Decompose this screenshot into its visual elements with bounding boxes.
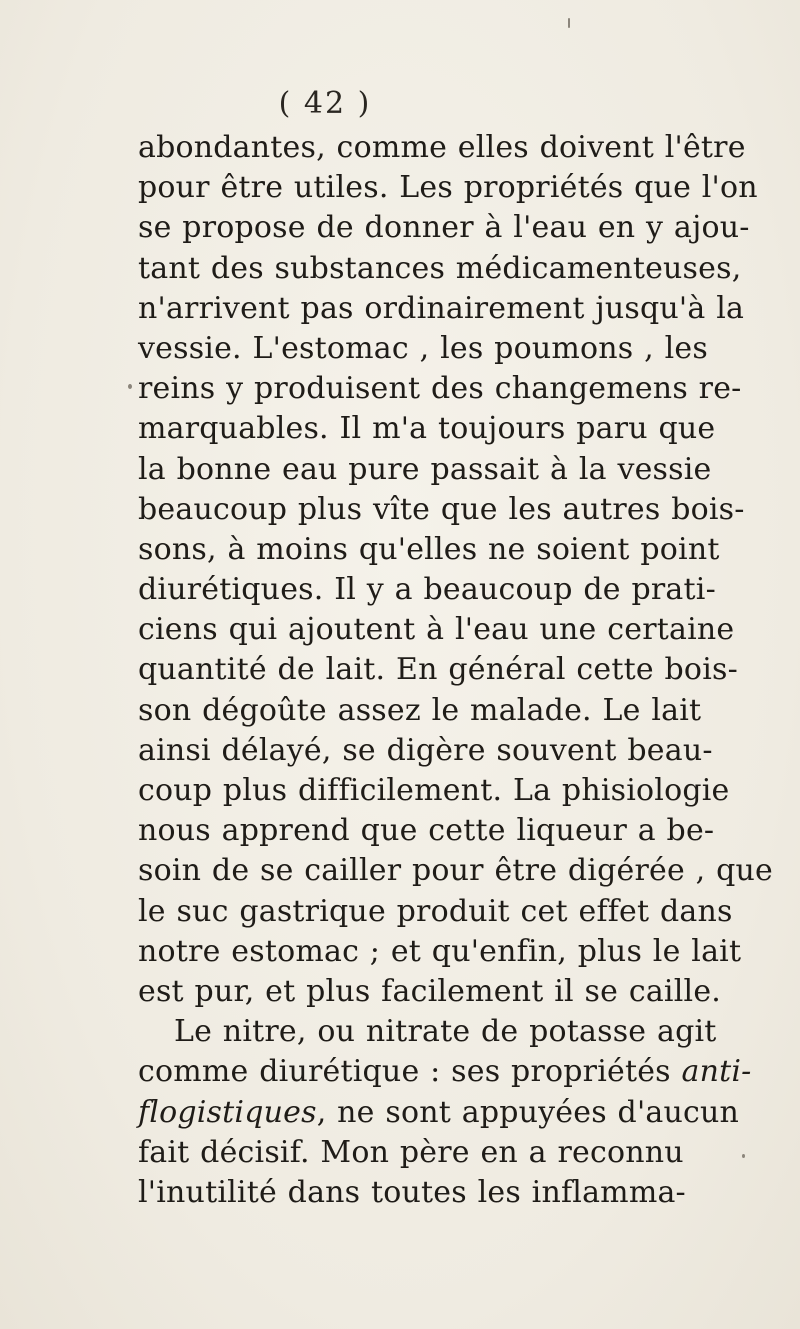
text-line: se propose de donner à l'eau en y ajou- — [138, 210, 750, 246]
text-line: beaucoup plus vîte que les autres bois- — [138, 491, 745, 527]
text-line: l'inutilité dans toutes les inflamma- — [138, 1174, 686, 1210]
text-line: pour être utiles. Les propriétés que l'on — [138, 170, 758, 206]
text-line — [138, 1093, 798, 1133]
page-number: ( 42 ) — [278, 86, 372, 121]
text-line: le suc gastrique produit cet effet dans — [138, 893, 733, 929]
text-run: , ne sont appuyées d'aucun — [316, 1094, 740, 1130]
text-line: reins y produisent des changemens re- — [138, 371, 742, 407]
text-line: diurétiques. Il y a beaucoup de prati- — [138, 572, 716, 608]
paper-speck — [742, 1154, 745, 1158]
text-run: comme diurétique : ses propriétés — [138, 1054, 682, 1090]
text-line: la bonne eau pure passait à la vessie — [138, 451, 712, 487]
text-line: ciens qui ajoutent à l'eau une certaine — [138, 612, 735, 648]
italic-term: flogistiques — [138, 1094, 317, 1130]
text-line: n'arrivent pas ordinairement jusqu'à la — [138, 290, 745, 326]
text-line: nous apprend que cette liqueur a be- — [138, 813, 715, 849]
text-line: marquables. Il m'a toujours paru que — [138, 411, 716, 447]
text-line-paragraph-start: Le nitre, ou nitrate de potasse agit — [174, 1014, 717, 1050]
body-text — [138, 128, 798, 1213]
text-line: notre estomac ; et qu'enfin, plus le lait — [138, 933, 742, 969]
paper-speck — [568, 18, 570, 28]
text-line: son dégoûte assez le malade. Le lait — [138, 692, 702, 728]
text-line: sons, à moins qu'elles ne soient point — [138, 531, 720, 567]
text-line: quantité de lait. En général cette bois- — [138, 652, 738, 688]
text-line: est pur, et plus facilement il se caille. — [138, 973, 722, 1009]
text-line: abondantes, comme elles doivent l'être — [138, 130, 746, 165]
paper-speck — [128, 384, 132, 389]
text-line: coup plus difficilement. La phisiologie — [138, 773, 730, 808]
text-line: soin de se cailler pour être digérée , que — [138, 853, 773, 889]
text-line: fait décisif. Mon père en a reconnu — [138, 1134, 684, 1170]
text-line: ainsi délayé, se digère souvent beau- — [138, 732, 713, 768]
text-line: vessie. L'estomac , les poumons , les — [138, 330, 708, 366]
text-line — [138, 1052, 798, 1092]
text-line: tant des substances médicamenteuses, — [138, 250, 742, 286]
italic-term: anti- — [681, 1054, 752, 1090]
